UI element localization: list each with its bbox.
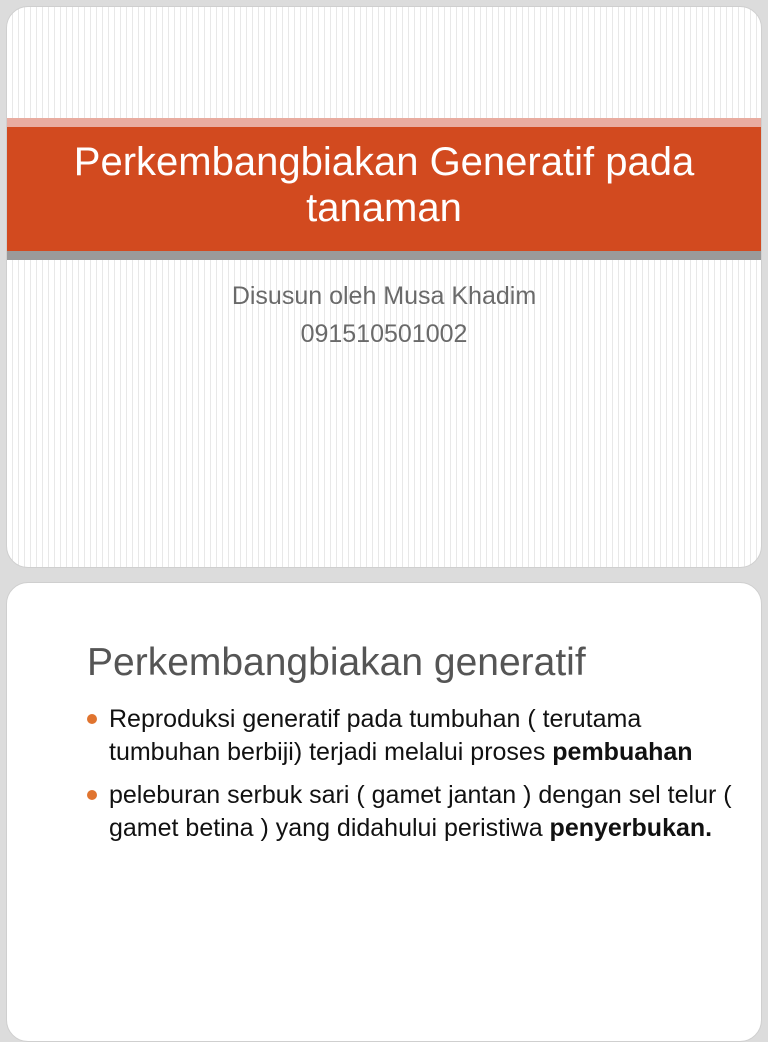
title-band-top-stripe <box>7 118 761 127</box>
title-slide <box>6 6 762 568</box>
bullet-bold-term: penyerbukan. <box>549 814 713 842</box>
bullet-dot-icon <box>87 714 97 724</box>
bullet-dot-icon <box>87 790 97 800</box>
bullet-text: Reproduksi generatif pada tumbuhan ( terutama tumbuhan berbiji) terjadi melalui proses <box>109 705 642 766</box>
content-heading: Perkembangbiakan generatif <box>87 641 586 684</box>
bullet-text: peleburan serbuk sari ( gamet jantan ) dengan sel telur ( gamet betina ) yang didahului peristiwa <box>109 781 732 842</box>
slide-subtitle <box>7 277 761 353</box>
author-line: Disusun oleh Musa Khadim <box>231 282 537 310</box>
bullet-item <box>87 779 747 845</box>
content-slide <box>6 582 762 1042</box>
bullet-list <box>87 703 747 855</box>
slide-title: Perkembangbiakan Generatif pada tanaman <box>73 140 695 230</box>
bullet-item <box>87 703 747 769</box>
bullet-bold-term: pembuahan <box>552 738 693 766</box>
title-band-bottom-stripe <box>7 251 761 260</box>
student-id-line: 091510501002 <box>300 320 468 348</box>
